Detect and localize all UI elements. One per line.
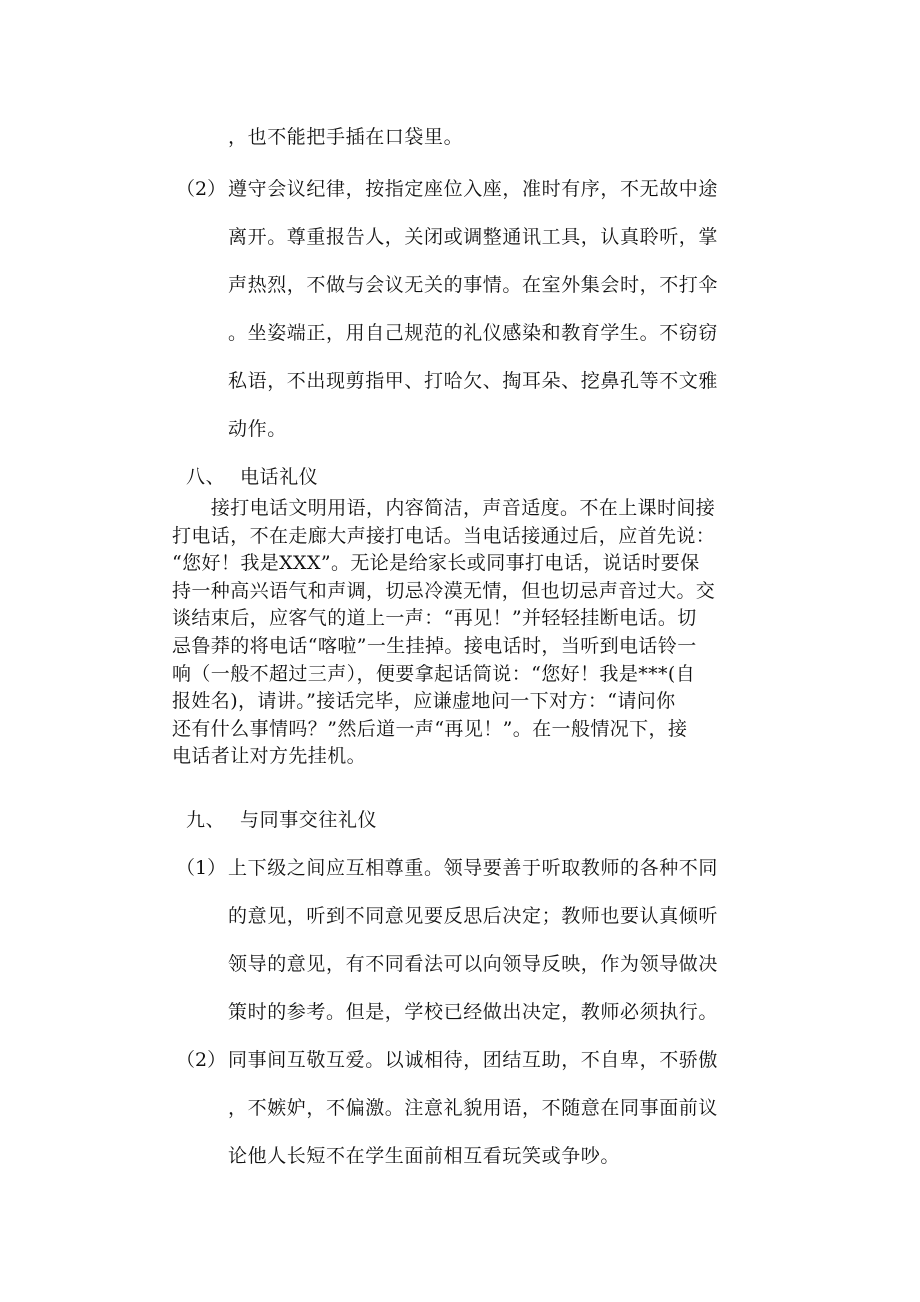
item-line: 策时的参考。但是，学校已经做出决定，教师必须执行。 [228, 1001, 719, 1023]
item-line: 上下级之间应互相尊重。领导要善于听取教师的各种不同 [228, 857, 719, 879]
paragraph-line: 电话者让对方先挂机。 [172, 745, 367, 768]
continuation-line: ，也不能把手插在口袋里。 [228, 126, 464, 148]
item-line: 领导的意见，有不同看法可以向领导反映，作为领导做决 [228, 953, 719, 975]
section-title: 与同事交往礼仪 [240, 809, 378, 831]
item-line: 遵守会议纪律，按指定座位入座，准时有序，不无故中途 [228, 178, 719, 200]
item-line: ，不嫉妒，不偏激。注意礼貌用语，不随意在同事面前议 [228, 1097, 719, 1119]
item-line: 声热烈，不做与会议无关的事情。在室外集会时，不打伞 [228, 274, 719, 296]
item-line: 动作。 [228, 418, 287, 440]
item-number: （2） [176, 178, 227, 200]
item-number: （1） [176, 857, 227, 879]
paragraph-line: 报姓名)，请讲。”接话完毕，应谦虚地问一下对方：“请问你 [172, 690, 676, 713]
section-title: 电话礼仪 [240, 466, 319, 488]
item-line: 离开。尊重报告人，关闭或调整通讯工具，认真聆听，掌 [228, 226, 719, 248]
paragraph-line: 响（一般不超过三声），便要拿起话筒说：“您好！我是***(自 [172, 662, 696, 685]
section-number: 八、 [186, 466, 226, 488]
item-line: 论他人长短不在学生面前相互看玩笑或争吵。 [228, 1145, 621, 1167]
paragraph-line: 打电话，不在走廊大声接打电话。当电话接通过后，应首先说： [172, 524, 716, 547]
item-line: 私语，不出现剪指甲、打哈欠、掏耳朵、挖鼻孔等不文雅 [228, 370, 719, 392]
item-line: 。坐姿端正，用自己规范的礼仪感染和教育学生。不窃窃 [228, 322, 719, 344]
paragraph-line: 持一种高兴语气和声调，切忌冷漠无情，但也切忌声音过大。交 [172, 579, 716, 602]
section-paragraph [172, 495, 778, 771]
paragraph-line: 还有什么事情吗？”然后道一声“再见！”。在一般情况下，接 [172, 717, 688, 740]
paragraph-line: 谈结束后，应客气的道上一声：“再见！”并轻轻挂断电话。切 [172, 607, 697, 630]
item-line: 同事间互敬互爱。以诚相待，团结互助，不自卑，不骄傲 [228, 1049, 719, 1071]
paragraph-line: 接打电话文明用语，内容简洁，声音适度。不在上课时间接 [172, 497, 716, 519]
section-number: 九、 [186, 809, 226, 831]
item-line: 的意见，听到不同意见要反思后决定；教师也要认真倾听 [228, 905, 719, 927]
item-number: （2） [176, 1049, 227, 1071]
paragraph-line: “您好！我是XXX”。无论是给家长或同事打电话，说话时要保 [172, 552, 700, 575]
paragraph-line: 忌鲁莽的将电话“喀啦”一生挂掉。接电话时，当听到电话铃一 [172, 634, 697, 657]
